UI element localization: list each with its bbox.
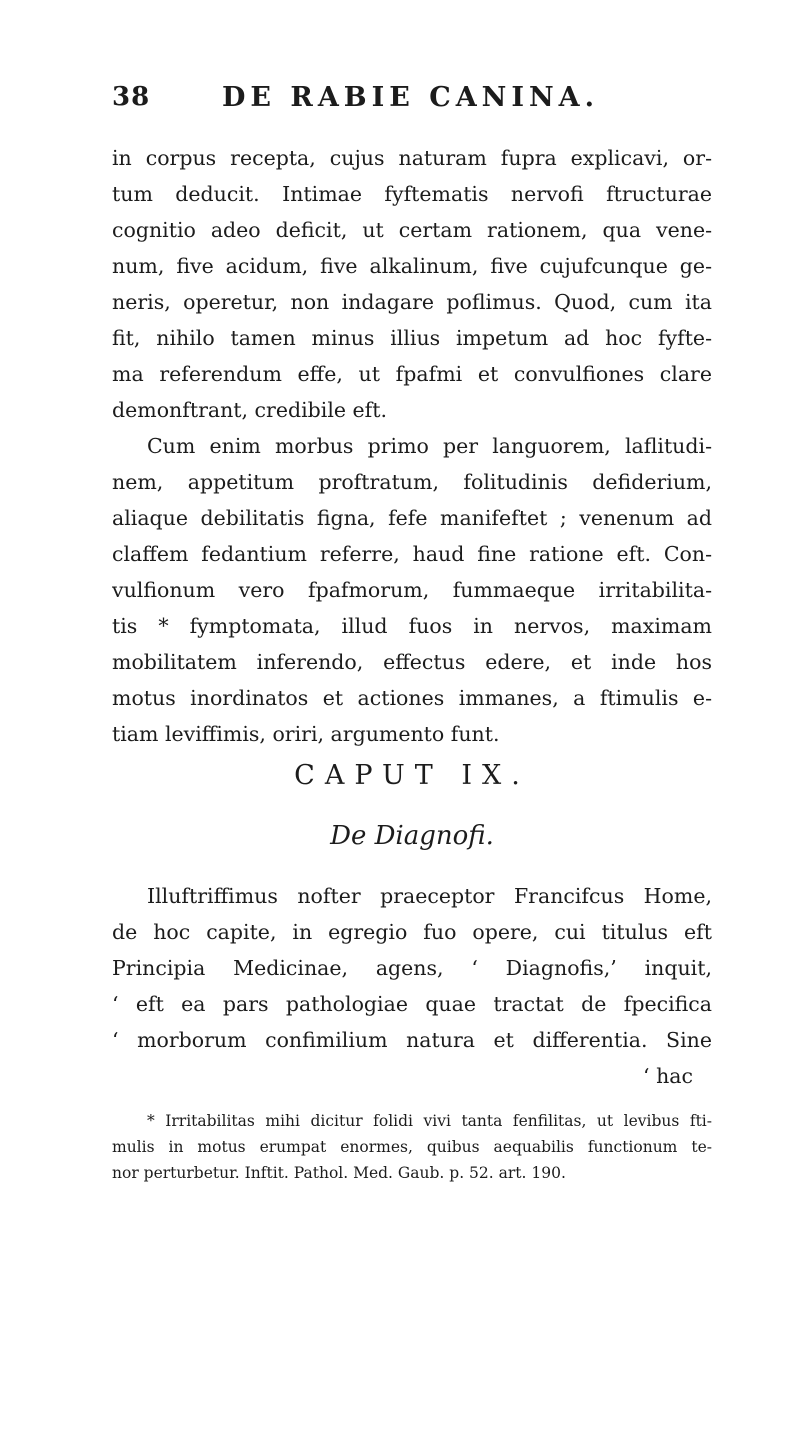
paragraph-1 <box>112 140 712 428</box>
text-line: tiam leviffimis, oriri, argumento funt. <box>112 722 500 746</box>
text-line: ‘ morborum confimilium natura et differentia. Sine <box>112 1028 712 1052</box>
text-line: tum deducit. Intimae fyftematis nervofi ftructurae <box>112 182 712 206</box>
footnote-line: mulis in motus erumpat enormes, quibus aequabilis functionum te- <box>112 1138 712 1156</box>
text-line: mobilitatem inferendo, effectus edere, et inde hos <box>112 650 712 674</box>
chapter-subtitle: De Diagnofi. <box>330 821 494 851</box>
paragraph-3 <box>112 878 712 1058</box>
text-line: nem, appetitum proftratum, folitudinis defiderium, <box>112 470 712 494</box>
paragraph-2 <box>112 428 712 752</box>
text-line: num, five acidum, five alkalinum, five cujufcunque ge- <box>112 254 712 278</box>
text-line: claffem fedantium referre, haud fine ratione eft. Con- <box>112 542 712 566</box>
text-line: motus inordinatos et actiones immanes, a ftimulis e- <box>112 686 712 710</box>
text-line: Principia Medicinae, agens, ‘ Diagnofis,’ inquit, <box>112 956 712 980</box>
text-line: aliaque debilitatis figna, fefe manifeftet ; venenum ad <box>112 506 712 530</box>
page-number: 38 <box>112 82 151 112</box>
page-header <box>112 82 672 122</box>
text-line: de hoc capite, in egregio fuo opere, cui titulus eft <box>112 920 712 944</box>
text-line: fit, nihilo tamen minus illius impetum ad hoc fyfte- <box>112 326 712 350</box>
text-line: ‘ eft ea pars pathologiae quae tractat de fpecifica <box>112 992 712 1016</box>
text-line: in corpus recepta, cujus naturam fupra explicavi, or- <box>112 146 712 170</box>
text-line: demonftrant, credibile eft. <box>112 398 388 422</box>
footnote-line: nor perturbetur. Inftit. Pathol. Med. Gaub. p. 52. art. 190. <box>112 1164 566 1182</box>
main-text <box>112 140 712 752</box>
text-line: cognitio adeo deficit, ut certam rationem, qua vene- <box>112 218 712 242</box>
text-line: ma referendum effe, ut fpafmi et convulfiones clare <box>112 362 712 386</box>
text-line: Cum enim morbus primo per languorem, laflitudi- <box>147 434 712 458</box>
text-line: vulfionum vero fpafmorum, fummaeque irritabilita- <box>112 578 712 602</box>
catchword: ‘ hac <box>643 1064 693 1088</box>
running-title: DE RABIE CANINA. <box>222 82 599 113</box>
text-line: Illuftriffimus nofter praeceptor Francifcus Home, <box>147 884 712 908</box>
footnote-line: * Irritabilitas mihi dicitur folidi vivi tanta fenfilitas, ut levibus fti- <box>147 1112 712 1130</box>
text-line: tis * fymptomata, illud fuos in nervos, maximam <box>112 614 712 638</box>
text-line: neris, operetur, non indagare poflimus. Quod, cum ita <box>112 290 712 314</box>
footnote <box>112 1108 712 1186</box>
chapter-text <box>112 878 712 1058</box>
chapter-title: CAPUT IX. <box>294 760 530 791</box>
chapter-heading <box>112 760 712 851</box>
